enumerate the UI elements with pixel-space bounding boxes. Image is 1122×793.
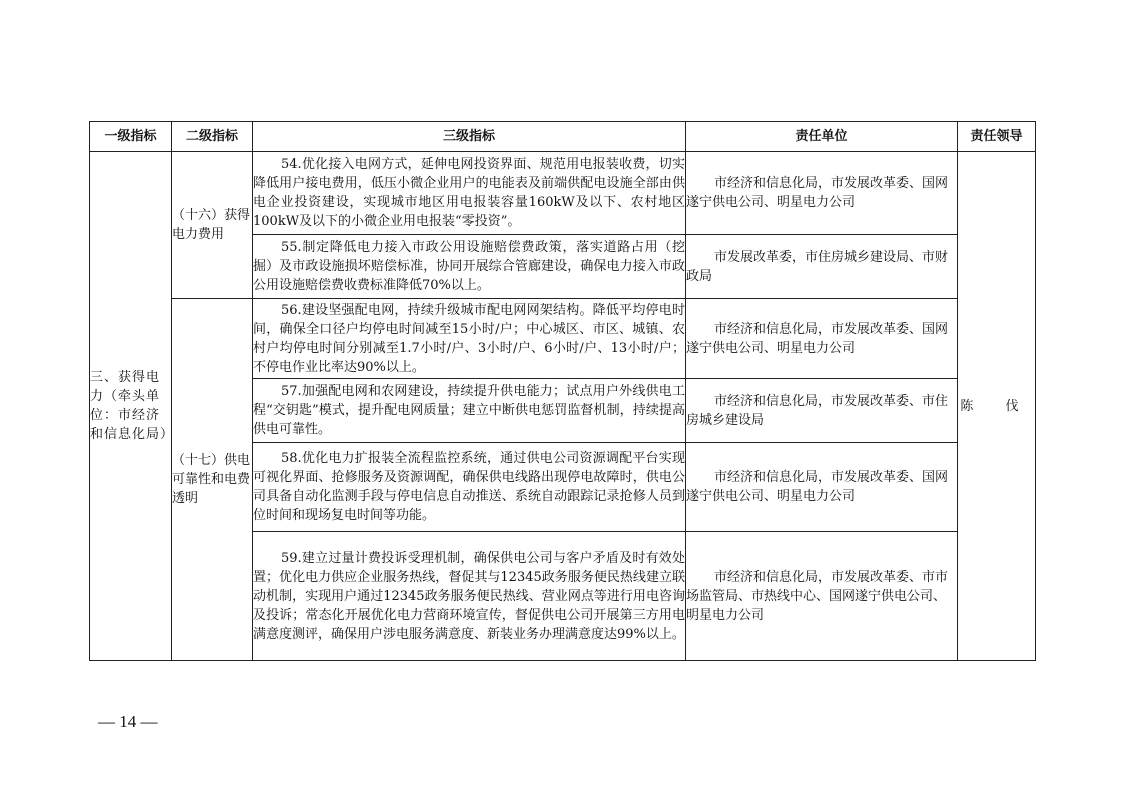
task-text: 55.制定降低电力接入市政公用设施赔偿费政策，落实道路占用（挖掘）及市政设施损坏赔偿标准，协同开展综合管廊建设，确保电力接入市政公用设施赔偿费收费标准降低70%以上。	[253, 240, 685, 293]
level3-cell	[253, 532, 686, 661]
task-text: 54.优化接入电网方式，延伸电网投资界面、规范用电报装收费，切实降低用户接电费用，低压小微企业用户的电能表及前端供配电设施全部由供电企业投资建设，实现城市地区用电报装容量160kW及以下、农村地区100kW及以下的小微企业用电报装“零投资”。	[253, 157, 685, 229]
level3-cell	[253, 235, 686, 299]
indicator-table	[89, 121, 1036, 661]
level1-cell: 三、获得电力（牵头单位：市经济和信息化局）	[90, 152, 172, 661]
leader-cell: 陈 伐	[958, 152, 1036, 661]
unit-cell	[686, 532, 958, 661]
header-level2: 二级指标	[172, 122, 253, 152]
unit-cell	[686, 443, 958, 532]
level2-cell: （十七）供电可靠性和电费透明	[172, 299, 253, 661]
unit-text: 市经济和信息化局，市发展改革委、市住房城乡建设局	[686, 393, 949, 428]
unit-text: 市经济和信息化局，市发展改革委、国网遂宁供电公司、明星电力公司	[686, 321, 949, 356]
task-text: 56.建设坚强配电网，持续升级城市配电网网架结构。降低平均停电时间，确保全口径户均停电时间减至15小时/户；中心城区、市区、城镇、农村户均停电时间分别减至1.7小时/户、3小时/户、6小时/户、13小时/户；不停电作业比率达90%以上。	[253, 302, 685, 375]
header-level1: 一级指标	[90, 122, 172, 152]
unit-cell	[686, 299, 958, 379]
unit-cell	[686, 379, 958, 443]
level2-cell: （十六）获得电力费用	[172, 152, 253, 299]
unit-cell	[686, 235, 958, 299]
unit-text: 市经济和信息化局，市发展改革委、国网遂宁供电公司、明星电力公司	[686, 470, 949, 504]
unit-text: 市发展改革委，市住房城乡建设局、市财政局	[686, 249, 949, 284]
task-text: 59.建立过量计费投诉受理机制，确保供电公司与客户矛盾及时有效处置；优化电力供应企业服务热线，督促其与12345政务服务便民热线建立联动机制，实现用户通过12345政务服务便民热线、营业网点等进行用电咨询及投诉；常态化开展优化电力营商环境宣传，督促供电公司开展第三方用电满意度测评，确保用户涉电服务满意度、新装业务办理满意度达99%以上。	[253, 550, 685, 642]
level3-cell	[253, 379, 686, 443]
unit-cell	[686, 152, 958, 235]
task-text: 57.加强配电网和农网建设，持续提升供电能力；试点用户外线供电工程“交钥匙”模式，提升配电网质量；建立中断供电惩罚监督机制，持续提高供电可靠性。	[253, 384, 685, 437]
unit-text: 市经济和信息化局，市发展改革委、国网遂宁供电公司、明星电力公司	[686, 176, 949, 210]
header-responsible-unit: 责任单位	[686, 122, 958, 152]
page-number: — 14 —	[98, 712, 158, 731]
header-row	[90, 122, 1036, 152]
task-text: 58.优化电力扩报装全流程监控系统，通过供电公司资源调配平台实现可视化界面、抢修服务及资源调配，确保供电线路出现停电故障时，供电公司具备自动化监测手段与停电信息自动推送、系统自动跟踪记录抢修人员到位时间和现场复电时间等功能。	[253, 451, 685, 523]
level3-cell	[253, 299, 686, 379]
header-responsible-leader: 责任领导	[958, 122, 1036, 152]
table-row	[90, 152, 1036, 235]
unit-text: 市经济和信息化局，市发展改革委、市市场监管局、市热线中心、国网遂宁供电公司、明星电力公司	[686, 569, 949, 623]
header-level3: 三级指标	[253, 122, 686, 152]
level3-cell	[253, 152, 686, 235]
level3-cell	[253, 443, 686, 532]
table-row	[90, 299, 1036, 379]
